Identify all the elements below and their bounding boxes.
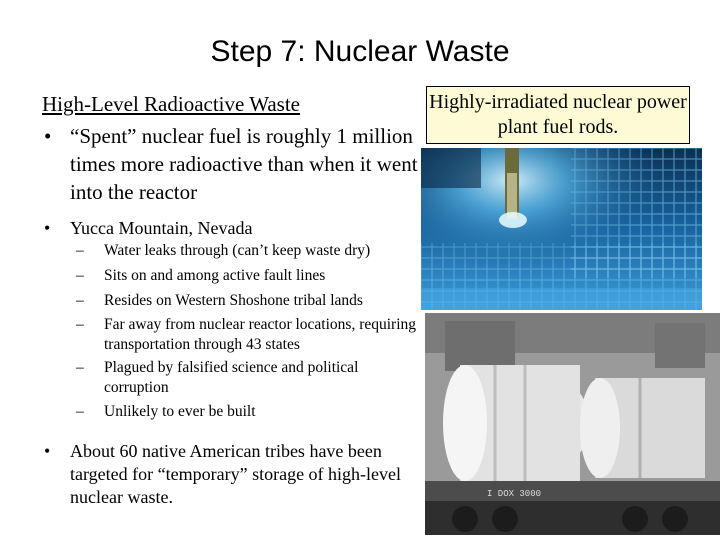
bullet-text: About 60 native American tribes have been targeted for “temporary” storage of high-level nuclear waste.	[70, 441, 402, 507]
bullet-marker: •	[44, 441, 51, 461]
dash-marker: –	[76, 316, 84, 333]
bullet-marker: •	[44, 124, 52, 148]
dash-marker: –	[76, 242, 84, 259]
sub-bullet	[76, 240, 426, 262]
section-subheading: High-Level Radioactive Waste	[42, 92, 300, 116]
sub-bullet	[76, 265, 426, 287]
sub-bullet-text: Far away from nuclear reactor locations, requiring transportation through 43 states	[104, 316, 417, 353]
slide-title: Step 7: Nuclear Waste	[210, 35, 510, 68]
yucca-sub-list	[76, 240, 426, 426]
bullet-marker: •	[44, 218, 51, 238]
rail-car-cask-photo	[425, 313, 720, 535]
sub-bullet-text: Water leaks through (can’t keep waste dry)	[104, 242, 371, 259]
sub-bullet-text: Resides on Western Shoshone tribal lands	[104, 292, 363, 309]
sub-bullet	[76, 358, 426, 398]
rail-car-marking: I DOX 3000	[487, 489, 542, 499]
bullet-yucca-mountain	[44, 215, 424, 241]
sub-bullet-text: Sits on and among active fault lines	[104, 267, 326, 284]
sub-bullet	[76, 401, 426, 423]
sub-bullet-text: Unlikely to ever be built	[104, 403, 256, 420]
bullet-spent-fuel	[44, 122, 424, 206]
dash-marker: –	[76, 359, 84, 376]
bullet-text: “Spent” nuclear fuel is roughly 1 million times more radioactive than when it went into the reactor	[70, 124, 418, 204]
sub-bullet	[76, 315, 426, 355]
bullet-text: Yucca Mountain, Nevada	[70, 218, 253, 238]
dash-marker: –	[76, 267, 84, 284]
bullet-native-tribes	[44, 440, 424, 509]
fuel-rods-pool-photo	[421, 148, 702, 310]
dash-marker: –	[76, 403, 84, 420]
sub-bullet	[76, 290, 426, 312]
dash-marker: –	[76, 292, 84, 309]
photo-caption: Highly-irradiated nuclear power plant fuel rods.	[426, 86, 690, 144]
sub-bullet-text: Plagued by falsified science and political corruption	[104, 359, 359, 396]
